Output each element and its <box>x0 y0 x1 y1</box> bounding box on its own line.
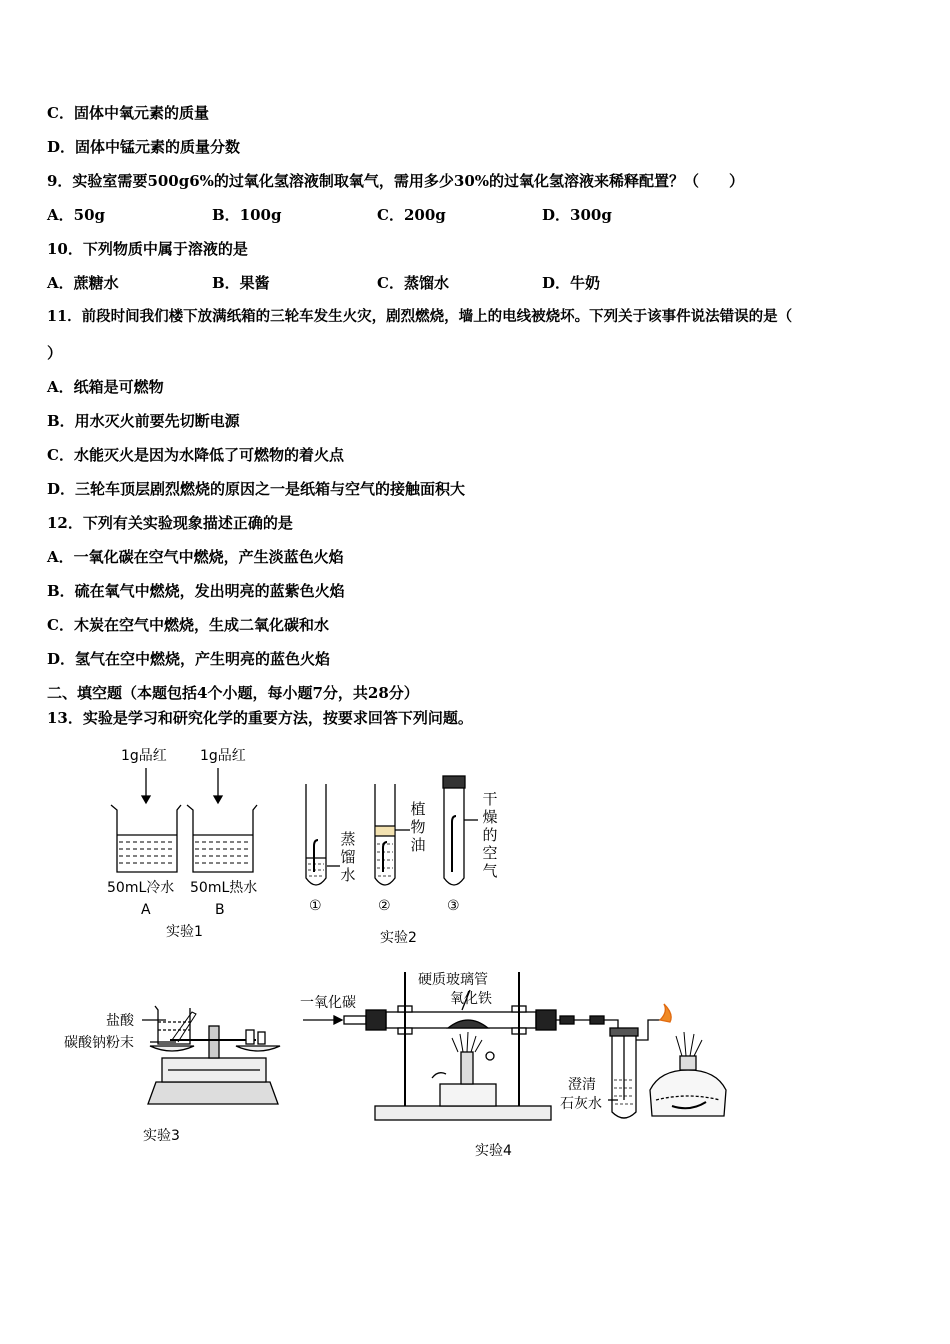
exp2-tube-label-1: ① <box>309 898 322 914</box>
q10-option-b: B．果酱 <box>212 274 270 292</box>
section2-heading: 二、填空题（本题包括4个小题，每小题7分，共28分） <box>47 684 419 702</box>
q12-option-d: D．氢气在空中燃烧，产生明亮的蓝色火焰 <box>47 650 331 668</box>
q10-stem: 10．下列物质中属于溶液的是 <box>47 240 248 258</box>
q9-option-b: B．100g <box>212 206 282 224</box>
exp4-iron-oxide <box>448 1020 488 1028</box>
exp3-powder-label: 碳酸钠粉末 <box>64 1035 134 1051</box>
exp2-tube-label-2: ② <box>378 898 391 914</box>
q9-option-d: D．300g <box>542 206 612 224</box>
q11-option-b: B．用水灭火前要先切断电源 <box>47 412 240 430</box>
exp2-tube-label-3: ③ <box>447 898 460 914</box>
q11-option-c: C．水能灭火是因为水降低了可燃物的着火点 <box>47 446 344 464</box>
exp4-burner-neck <box>461 1052 473 1084</box>
q9-option-a: A．50g <box>47 206 106 224</box>
exp1-water-label-a: 50mL冷水 <box>107 880 175 896</box>
q9-option-c: C．200g <box>377 206 446 224</box>
exp2-caption: 实验2 <box>380 930 417 946</box>
exp2-water-label: 蒸馏水 <box>340 830 356 884</box>
exp4-gas-label: 一氧化碳 <box>300 995 356 1011</box>
exp4-lamp-flame <box>676 1032 702 1056</box>
exp3-acid-label: 盐酸 <box>106 1013 134 1029</box>
q12-option-c: C．木炭在空气中燃烧，生成二氧化碳和水 <box>47 616 329 634</box>
exp4-burner-handle <box>432 1073 446 1078</box>
exp4-limewater-label-2: 石灰水 <box>560 1096 602 1112</box>
exp4-exhaust-flame <box>660 1004 671 1022</box>
q10-option-a: A．蔗糖水 <box>47 274 119 292</box>
exp4-tube-label: 硬质玻璃管 <box>418 972 488 988</box>
q10-option-c: C．蒸馏水 <box>377 274 449 292</box>
exp2-air-label: 干燥的空气 <box>482 790 498 880</box>
exp4-limewater-label-1: 澄清 <box>568 1077 596 1093</box>
exp1-drop-label-b: 1g品红 <box>200 748 246 764</box>
exp4-right-stopper <box>536 1010 556 1030</box>
exp4-burner-flame <box>452 1032 482 1052</box>
q12-option-a: A．一氧化碳在空气中燃烧，产生淡蓝色火焰 <box>47 548 344 566</box>
q12-stem: 12．下列有关实验现象描述正确的是 <box>47 514 293 532</box>
exp1-water-label-b: 50mL热水 <box>190 880 258 896</box>
q8-option-d: D．固体中锰元素的质量分数 <box>47 138 241 156</box>
q13-stem: 13．实验是学习和研究化学的重要方法，按要求回答下列问题。 <box>47 709 473 727</box>
q11-stem-line2: ） <box>47 344 63 362</box>
exp4-inlet-arrow <box>334 1016 342 1024</box>
q9-stem: 9．实验室需要500g6%的过氧化氢溶液制取氧气，需用多少30%的过氧化氢溶液来稀释配置？（ ） <box>47 172 745 190</box>
exp3-caption: 实验3 <box>143 1128 180 1144</box>
exp4-stand-base <box>375 1106 551 1120</box>
exp4-caption: 实验4 <box>475 1143 512 1159</box>
q11-stem-line1: 11．前段时间我们楼下放满纸箱的三轮车发生火灾，剧烈燃烧，墙上的电线被烧坏。下列关于该事件说法错误的是（ <box>47 308 793 325</box>
exp4-burner-knob <box>486 1052 494 1060</box>
q12-option-b: B．硫在氧气中燃烧，发出明亮的蓝紫色火焰 <box>47 582 345 600</box>
q11-option-d: D．三轮车顶层剧烈燃烧的原因之一是纸箱与空气的接触面积大 <box>47 480 466 498</box>
exp4-inlet-pipe <box>344 1016 366 1024</box>
q8-option-c: C．固体中氧元素的质量 <box>47 104 209 122</box>
exp1-caption: 实验1 <box>166 924 203 940</box>
exp4-oxide-label: 氧化铁 <box>450 991 492 1007</box>
q10-option-d: D．牛奶 <box>542 274 601 292</box>
q11-option-a: A．纸箱是可燃物 <box>47 378 164 396</box>
exp4-left-stopper <box>366 1010 386 1030</box>
exp4-burner-body <box>440 1084 496 1106</box>
exp4-exhaust-pipe <box>636 1020 660 1040</box>
exp2-oil-label: 植物油 <box>410 800 426 854</box>
exp1-beaker-label-b: B <box>215 902 225 918</box>
exp1-beaker-label-a: A <box>141 902 151 918</box>
exp1-drop-label-a: 1g品红 <box>121 748 167 764</box>
